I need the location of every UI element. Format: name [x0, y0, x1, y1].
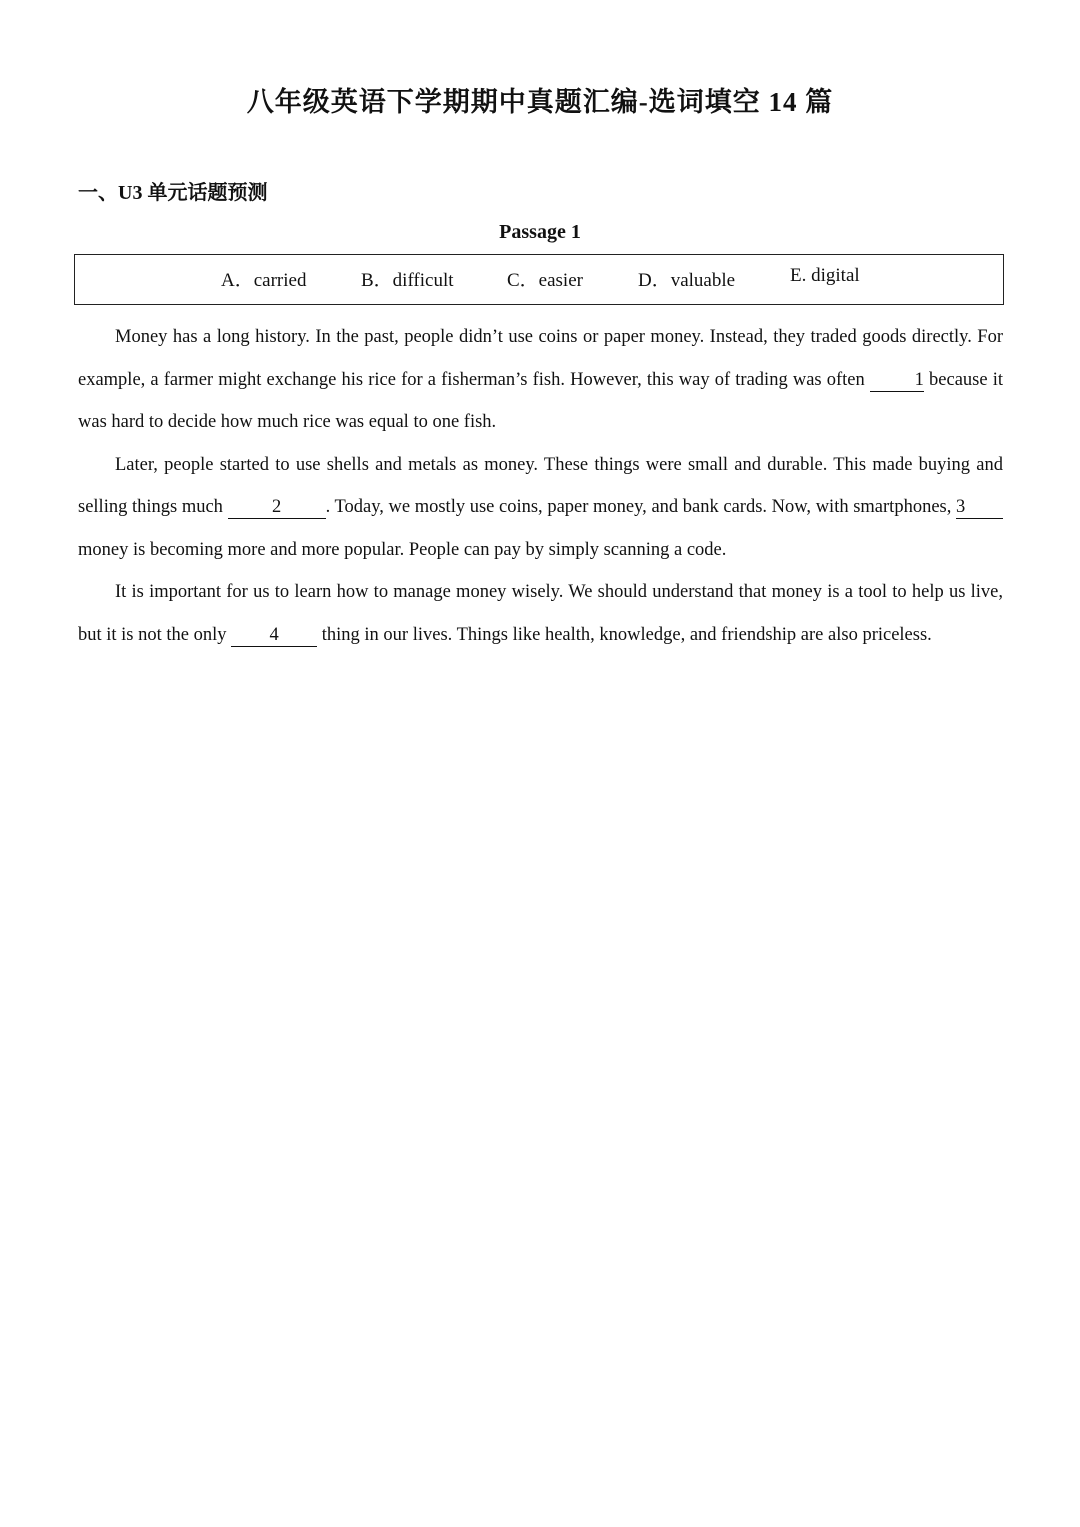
word-option-c: C．easier	[507, 270, 583, 291]
word-option-e: E. digital	[790, 265, 860, 286]
paragraph-1	[78, 316, 1003, 444]
paragraph-text: Later, people started to use shells and metals as money. These things were small and durable. This made buying and selling things much	[78, 454, 1003, 517]
document-title: 八年级英语下学期期中真题汇编-选词填空 14 篇	[246, 87, 834, 117]
paragraph-text: Money has a long history. In the past, people didn’t use coins or paper money. Instead, they traded goods directly. For example, a farmer might exchange his rice for a fisherman’s fish. However, this way of trading was often	[78, 327, 1003, 390]
paragraph-text: money is becoming more and more popular. People can pay by simply scanning a code.	[78, 539, 727, 560]
paragraph-3	[78, 571, 1003, 656]
word-option-a: A．carried	[221, 270, 307, 291]
passage-title: Passage 1	[499, 221, 581, 243]
blank-1: 1	[870, 369, 924, 392]
blank-4: 4	[231, 624, 317, 647]
paragraph-text: because it was hard to decide how much rice was equal to one fish.	[78, 369, 1003, 432]
word-option-b: B．difficult	[361, 270, 454, 291]
word-bank-box	[74, 254, 1004, 305]
section-heading: 一、U3 单元话题预测	[78, 182, 268, 204]
blank-3: 3	[956, 496, 1003, 519]
paragraph-text: thing in our lives. Things like health, knowledge, and friendship are also priceless.	[317, 624, 932, 645]
passage-body	[78, 316, 1003, 656]
blank-2: 2	[228, 496, 326, 519]
paragraph-text: . Today, we mostly use coins, paper money, and bank cards. Now, with smartphones,	[325, 497, 956, 517]
paragraph-text: It is important for us to learn how to manage money wisely. We should understand that money is a tool to help us live, but it is not the only	[78, 582, 1003, 645]
word-option-d: D．valuable	[638, 270, 736, 291]
paragraph-2	[78, 444, 1003, 572]
